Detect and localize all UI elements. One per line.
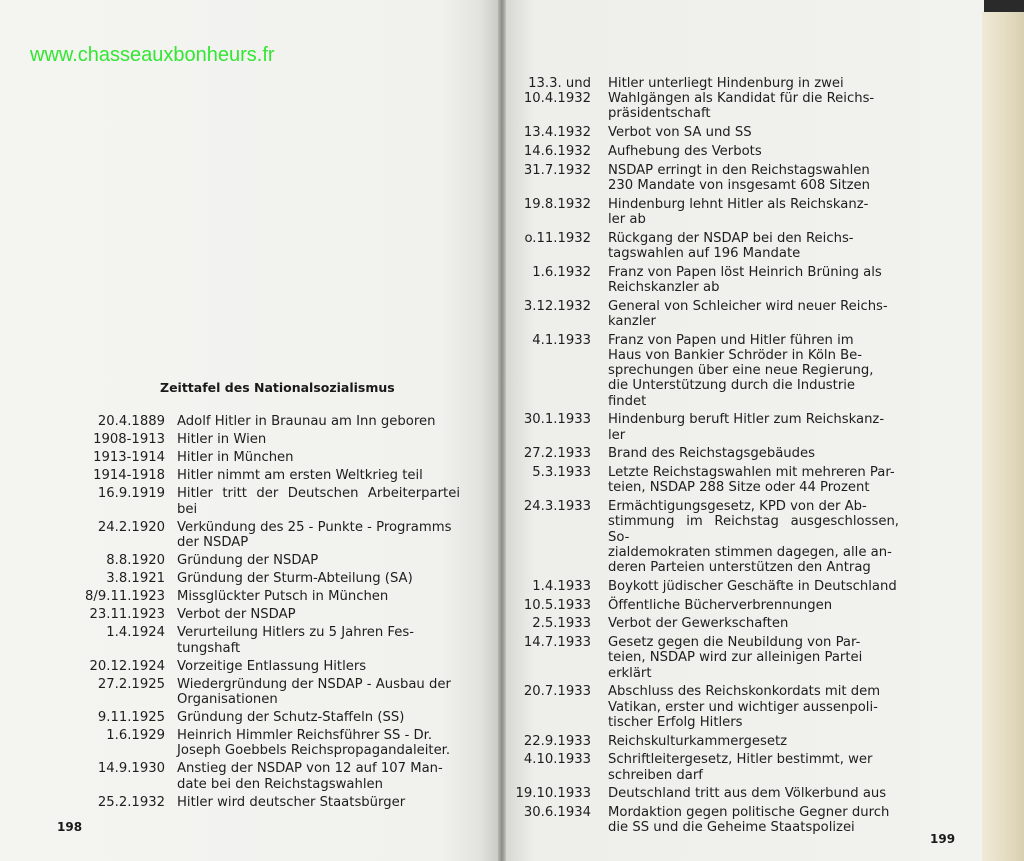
timeline-entry xyxy=(60,761,460,791)
entry-text: Verbot von SA und SS xyxy=(608,125,752,141)
page-number-left: 198 xyxy=(57,820,83,834)
entry-date: 31.7.1932 xyxy=(523,162,591,178)
timeline-entry xyxy=(514,197,899,227)
entry-text: Wiedergründung der NSDAP - Ausbau der Organisationen xyxy=(177,676,451,707)
entry-date: 19.10.1933 xyxy=(515,786,591,802)
timeline-entry xyxy=(60,571,460,586)
entry-text: Missglückter Putsch in München xyxy=(177,589,389,605)
entry-text: Brand des Reichstagsgebäudes xyxy=(608,446,815,462)
entry-text: Reichskulturkammergesetz xyxy=(608,733,788,749)
entry-date: 27.2.1925 xyxy=(97,676,165,692)
left-timeline xyxy=(60,414,460,813)
entry-date: 5.3.1933 xyxy=(532,465,591,481)
entry-date: 1913-1914 xyxy=(93,450,165,466)
entry-text: Ermächtigungsgesetz, KPD von der Ab- stimmung im Reichstag ausgeschlossen, So- zialdemokraten stimmen dagegen, alle an- deren Parteien unterstützen den Antrag xyxy=(608,499,899,576)
timeline-entry xyxy=(514,805,899,835)
timeline-entry xyxy=(60,468,460,483)
timeline-entry xyxy=(514,752,899,782)
entry-date: 20.12.1924 xyxy=(89,658,165,674)
entry-text: Rückgang der NSDAP bei den Reichs- tagswahlen auf 196 Mandate xyxy=(608,230,854,261)
entry-date: 13.4.1932 xyxy=(523,125,591,141)
timeline-entry xyxy=(60,659,460,674)
entry-text: Deutschland tritt aus dem Völkerbund aus xyxy=(608,786,887,802)
entry-date: 1.4.1924 xyxy=(106,625,165,641)
entry-text: Schriftleitergesetz, Hitler bestimmt, wer schreiben darf xyxy=(608,752,873,783)
entry-date: 9.11.1925 xyxy=(97,710,165,726)
entry-text: Gründung der NSDAP xyxy=(177,552,319,568)
entry-text: Verbot der Gewerkschaften xyxy=(608,616,789,632)
entry-text: Öffentliche Bücherverbrennungen xyxy=(608,597,833,613)
timeline-entry xyxy=(60,486,460,516)
timeline-entry xyxy=(514,635,899,681)
timeline-entry xyxy=(60,432,460,447)
timeline-entry xyxy=(60,589,460,604)
book-gutter xyxy=(498,0,506,861)
entry-text: Hitler wird deutscher Staatsbürger xyxy=(177,794,406,810)
entry-date: 4.1.1933 xyxy=(532,332,591,348)
entry-text: Hitler in München xyxy=(177,450,294,466)
entry-text: Adolf Hitler in Braunau am Inn geboren xyxy=(177,414,436,429)
entry-date: 4.10.1933 xyxy=(523,752,591,768)
entry-text: Boykott jüdischer Geschäfte in Deutschland xyxy=(608,578,897,594)
entry-text: Verbot der NSDAP xyxy=(177,607,296,623)
page-number-right: 199 xyxy=(930,832,956,846)
entry-date: 14.9.1930 xyxy=(97,761,165,777)
entry-date: 23.11.1923 xyxy=(89,607,165,623)
entry-date: 30.6.1934 xyxy=(523,805,591,821)
entry-date: 1.4.1933 xyxy=(532,578,591,594)
entry-date: 30.1.1933 xyxy=(523,412,591,428)
entry-text: NSDAP erringt in den Reichstagswahlen 230 Mandate von insgesamt 608 Sitzen xyxy=(608,162,871,193)
watermark: www.chasseauxbonheurs.fr xyxy=(30,44,275,66)
entry-text: Gründung der Schutz-Staffeln (SS) xyxy=(177,710,405,726)
entry-date: 3.8.1921 xyxy=(106,571,165,587)
timeline-entry xyxy=(60,728,460,758)
page-edge xyxy=(982,12,1024,861)
entry-date: 2.5.1933 xyxy=(532,616,591,632)
entry-date: 8/9.11.1923 xyxy=(85,589,165,605)
timeline-entry xyxy=(514,265,899,295)
entry-date: 16.9.1919 xyxy=(97,486,165,502)
timeline-entry xyxy=(60,625,460,655)
timeline-entry xyxy=(514,299,899,329)
entry-text: Hindenburg beruft Hitler zum Reichskanz- ler xyxy=(608,412,885,443)
timeline-entry xyxy=(514,231,899,261)
entry-date: 22.9.1933 xyxy=(523,733,591,749)
timeline-entry xyxy=(514,499,899,575)
timeline-entry xyxy=(60,450,460,465)
entry-text: Verurteilung Hitlers zu 5 Jahren Fes- tungshaft xyxy=(177,625,414,656)
timeline-entry xyxy=(60,795,460,810)
entry-text: Gründung der Sturm-Abteilung (SA) xyxy=(177,571,413,587)
entry-text: Heinrich Himmler Reichsführer SS - Dr. Joseph Goebbels Reichspropagandaleiter. xyxy=(177,728,451,759)
timeline-entry xyxy=(60,520,460,550)
timeline-entry xyxy=(514,734,899,749)
timeline-entry xyxy=(60,677,460,707)
entry-text: Hitler in Wien xyxy=(177,432,267,448)
timeline-entry xyxy=(514,446,899,461)
entry-date: 3.12.1932 xyxy=(523,298,591,314)
entry-text: Mordaktion gegen politische Gegner durch die SS und die Geheime Staatspolizei xyxy=(608,805,890,836)
timeline-entry xyxy=(60,710,460,725)
entry-date: 1908-1913 xyxy=(93,432,165,448)
entry-text: Hitler nimmt am ersten Weltkrieg teil xyxy=(177,468,423,484)
entry-date: 19.8.1932 xyxy=(523,196,591,212)
timeline-entry xyxy=(514,76,899,122)
entry-date: 10.5.1933 xyxy=(523,597,591,613)
entry-date: 14.6.1932 xyxy=(523,144,591,159)
entry-date: 27.2.1933 xyxy=(523,446,591,462)
right-timeline xyxy=(514,76,899,839)
timeline-entry xyxy=(60,414,460,429)
entry-date: 1.6.1932 xyxy=(532,264,591,280)
timeline-entry xyxy=(514,579,899,594)
entry-text: Verkündung des 25 - Punkte - Programms der NSDAP xyxy=(177,519,452,550)
entry-text: Franz von Papen löst Heinrich Brüning als Reichskanzler ab xyxy=(608,264,882,295)
timeline-entry xyxy=(514,465,899,495)
timeline-entry xyxy=(514,786,899,801)
entry-date: 14.7.1933 xyxy=(523,635,591,651)
entry-date: 25.2.1932 xyxy=(97,794,165,810)
timeline-entry xyxy=(60,607,460,622)
entry-text: Franz von Papen und Hitler führen im Haus von Bankier Schröder in Köln Be- sprechungen über eine neue Regierung, die Unterstützung durch die Industrie findet xyxy=(608,332,874,409)
timeline-entry xyxy=(514,144,899,159)
entry-date: 24.3.1933 xyxy=(523,499,591,515)
entry-text: Letzte Reichstagswahlen mit mehreren Par- teien, NSDAP 288 Sitze oder 44 Prozent xyxy=(608,465,895,496)
entry-text: Hindenburg lehnt Hitler als Reichskanz- ler ab xyxy=(608,196,869,227)
entry-text: Aufhebung des Verbots xyxy=(608,144,762,159)
entry-text: Abschluss des Reichskonkordats mit dem Vatikan, erster und wichtiger aussenpoli- tischer Erfolg Hitlers xyxy=(608,684,881,730)
entry-date: 1914-1918 xyxy=(93,468,165,484)
entry-date: 20.4.1889 xyxy=(97,414,165,429)
entry-text: Vorzeitige Entlassung Hitlers xyxy=(177,658,367,674)
entry-date: 1.6.1929 xyxy=(106,728,165,744)
timeline-entry xyxy=(514,616,899,631)
timeline-entry xyxy=(514,163,899,193)
entry-text: Hitler tritt der Deutschen Arbeiterpartei bei xyxy=(177,486,460,517)
entry-text: Anstieg der NSDAP von 12 auf 107 Man- date bei den Reichstagswahlen xyxy=(177,761,443,792)
entry-text: Gesetz gegen die Neubildung von Par- teien, NSDAP wird zur alleinigen Partei erklärt xyxy=(608,635,863,681)
timeline-entry xyxy=(60,553,460,568)
entry-date: 13.3. und 10.4.1932 xyxy=(523,76,591,107)
entry-text: General von Schleicher wird neuer Reichs- kanzler xyxy=(608,298,888,329)
timeline-heading: Zeittafel des Nationalsozialismus xyxy=(160,380,395,395)
timeline-entry xyxy=(514,412,899,442)
entry-date: 8.8.1920 xyxy=(106,552,165,568)
timeline-entry xyxy=(514,598,899,613)
entry-date: 24.2.1920 xyxy=(97,519,165,535)
entry-date: 20.7.1933 xyxy=(523,684,591,700)
entry-date: o.11.1932 xyxy=(524,230,591,246)
timeline-entry xyxy=(514,684,899,730)
timeline-entry xyxy=(514,125,899,140)
entry-text: Hitler unterliegt Hindenburg in zwei Wahlgängen als Kandidat für die Reichs- präsidentschaft xyxy=(608,76,875,122)
timeline-entry xyxy=(514,333,899,409)
